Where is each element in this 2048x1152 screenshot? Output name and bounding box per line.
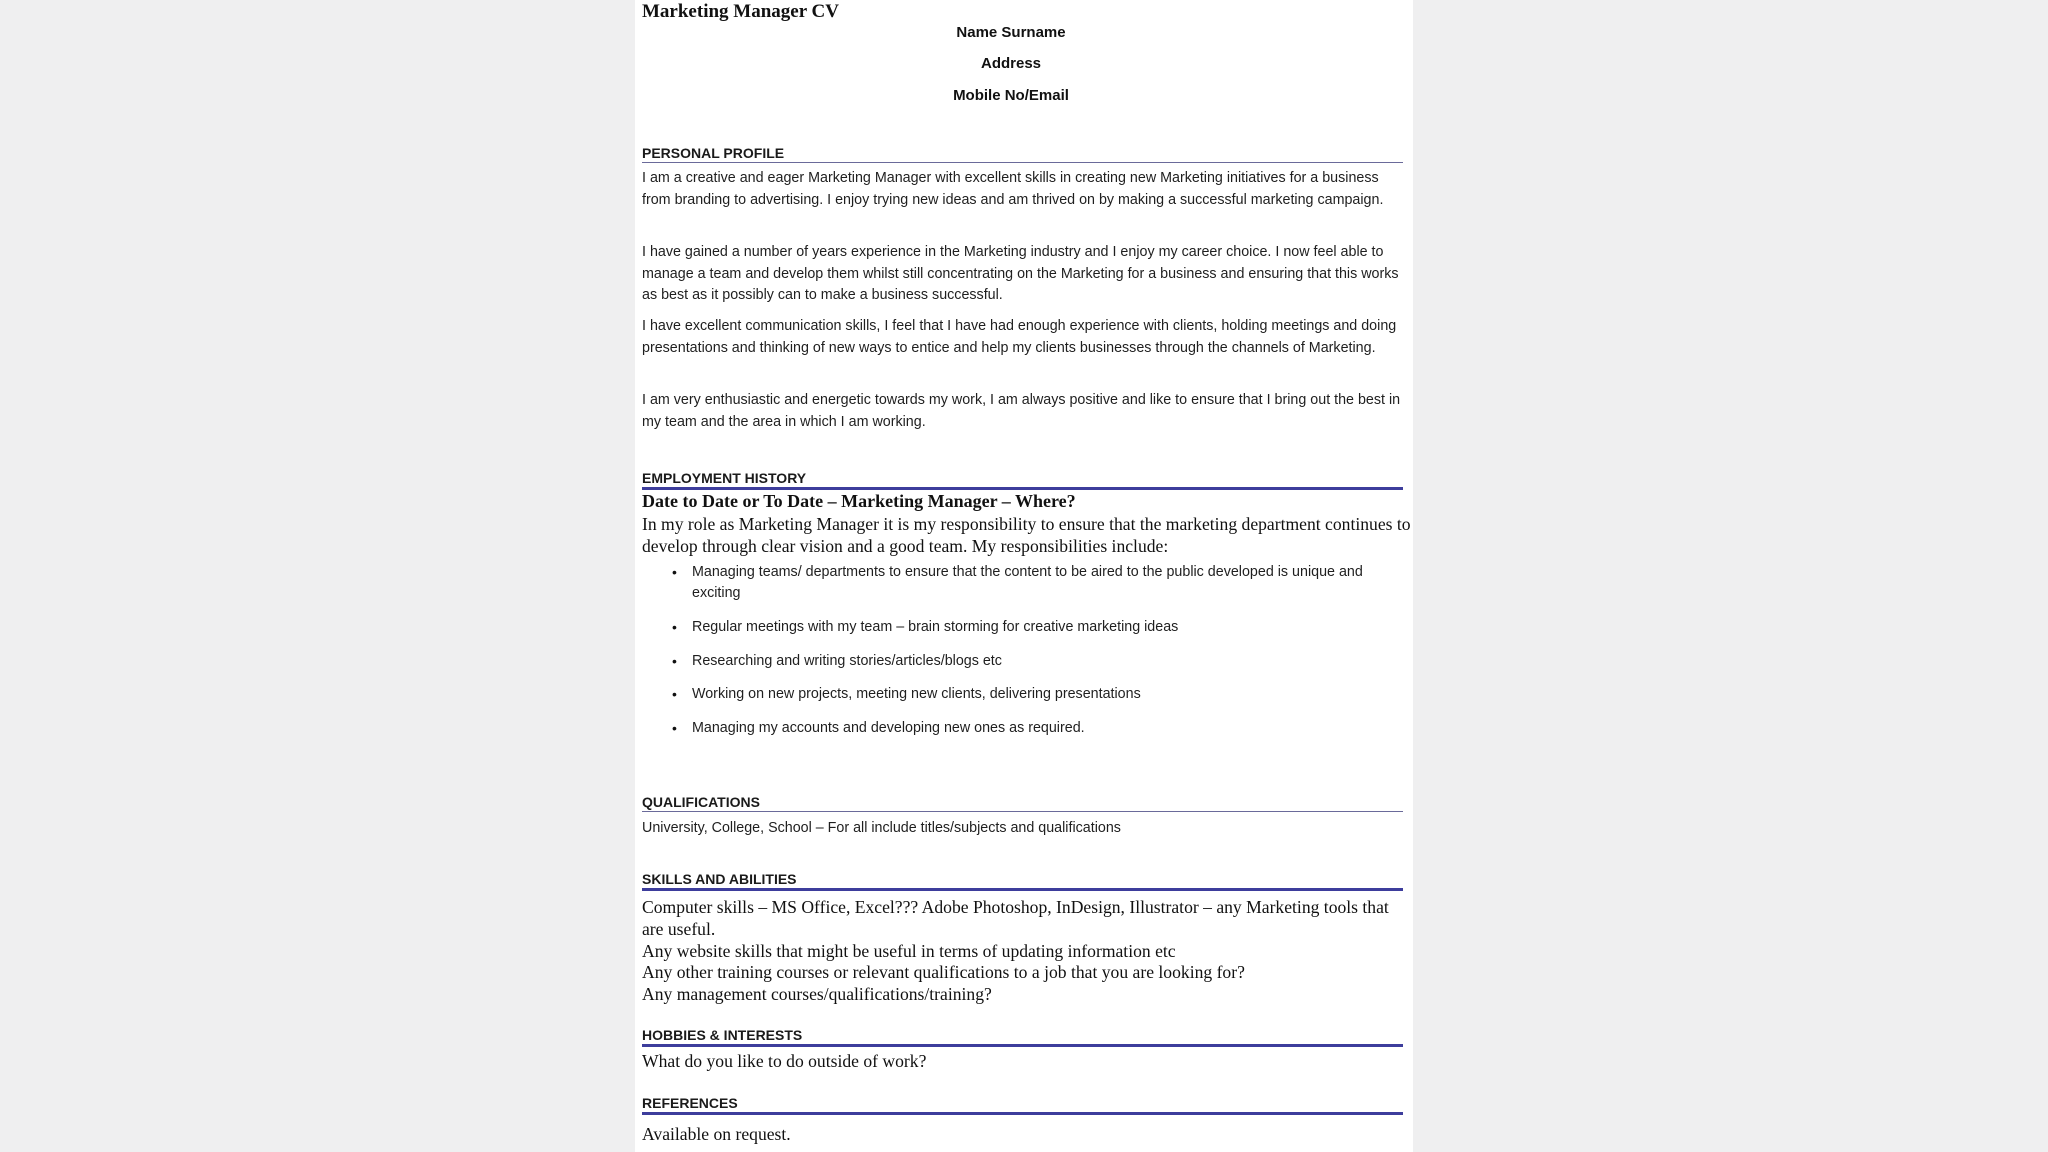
section-heading-qualifications: QUALIFICATIONS — [642, 794, 1403, 812]
section-heading-employment-history: EMPLOYMENT HISTORY — [642, 470, 1403, 490]
document-title: Marketing Manager CV — [642, 1, 840, 22]
section-heading-hobbies: HOBBIES & INTERESTS — [642, 1027, 1403, 1047]
responsibility-text: Managing my accounts and developing new ones as required. — [692, 720, 1085, 736]
profile-paragraph: I am a creative and eager Marketing Manager with excellent skills in creating new Marketing initiatives for a business from branding to advertising. I enjoy trying new ideas and am thrived on by making a successful marketing campaign. — [642, 170, 1384, 208]
skills-line: Any other training courses or relevant qualifications to a job that you are looking for? — [642, 962, 1245, 982]
section-heading-skills: SKILLS AND ABILITIES — [642, 871, 1403, 891]
contact-mobile-email: Mobile No/Email — [953, 87, 1069, 104]
responsibility-text: Managing teams/ departments to ensure that the content to be aired to the public developed is unique and exciting — [692, 564, 1363, 601]
profile-paragraph: I have excellent communication skills, I feel that I have had enough experience with clients, holding meetings and doing presentations and thinking of new ways to entice and help my clients businesses through the channels of Marketing. — [642, 318, 1397, 356]
hobbies-text: What do you like to do outside of work? — [642, 1051, 927, 1071]
responsibility-text: Researching and writing stories/articles/blogs etc — [692, 653, 1002, 669]
contact-name: Name Surname — [956, 24, 1066, 41]
contact-address: Address — [980, 55, 1042, 72]
bullet-icon: • — [672, 720, 677, 736]
section-heading-personal-profile: PERSONAL PROFILE — [642, 145, 1403, 163]
references-text: Available on request. — [642, 1124, 791, 1144]
bullet-icon: • — [672, 686, 677, 702]
skills-line: Any website skills that might be useful in terms of updating information etc — [642, 941, 1176, 961]
bullet-icon: • — [672, 619, 677, 635]
skills-line: Any management courses/qualifications/training? — [642, 984, 992, 1004]
cv-page — [635, 0, 1413, 1152]
section-heading-references: REFERENCES — [642, 1095, 1403, 1115]
qualifications-text: University, College, School – For all include titles/subjects and qualifications — [642, 820, 1121, 836]
profile-paragraph: I am very enthusiastic and energetic towards my work, I am always positive and like to ensure that I bring out the best in my team and the area in which I am working. — [642, 392, 1401, 430]
responsibility-text: Regular meetings with my team – brain storming for creative marketing ideas — [692, 619, 1179, 635]
profile-paragraph: I have gained a number of years experience in the Marketing industry and I enjoy my career choice. I now feel able to manage a team and develop them whilst still concentrating on the Marketing for a business and ensuring that this works as best as it possibly can to make a business successful. — [642, 244, 1399, 303]
employment-role-title: Date to Date or To Date – Marketing Manager – Where? — [642, 491, 1076, 511]
employment-intro: In my role as Marketing Manager it is my responsibility to ensure that the marketing department continues to develop through clear vision and a good team. My responsibilities include: — [642, 514, 1411, 556]
responsibility-text: Working on new projects, meeting new clients, delivering presentations — [692, 686, 1141, 702]
bullet-icon: • — [672, 564, 677, 580]
skills-line: Computer skills – MS Office, Excel??? Adobe Photoshop, InDesign, Illustrator – any Marketing tools that are useful. — [642, 897, 1389, 939]
bullet-icon: • — [672, 653, 677, 669]
